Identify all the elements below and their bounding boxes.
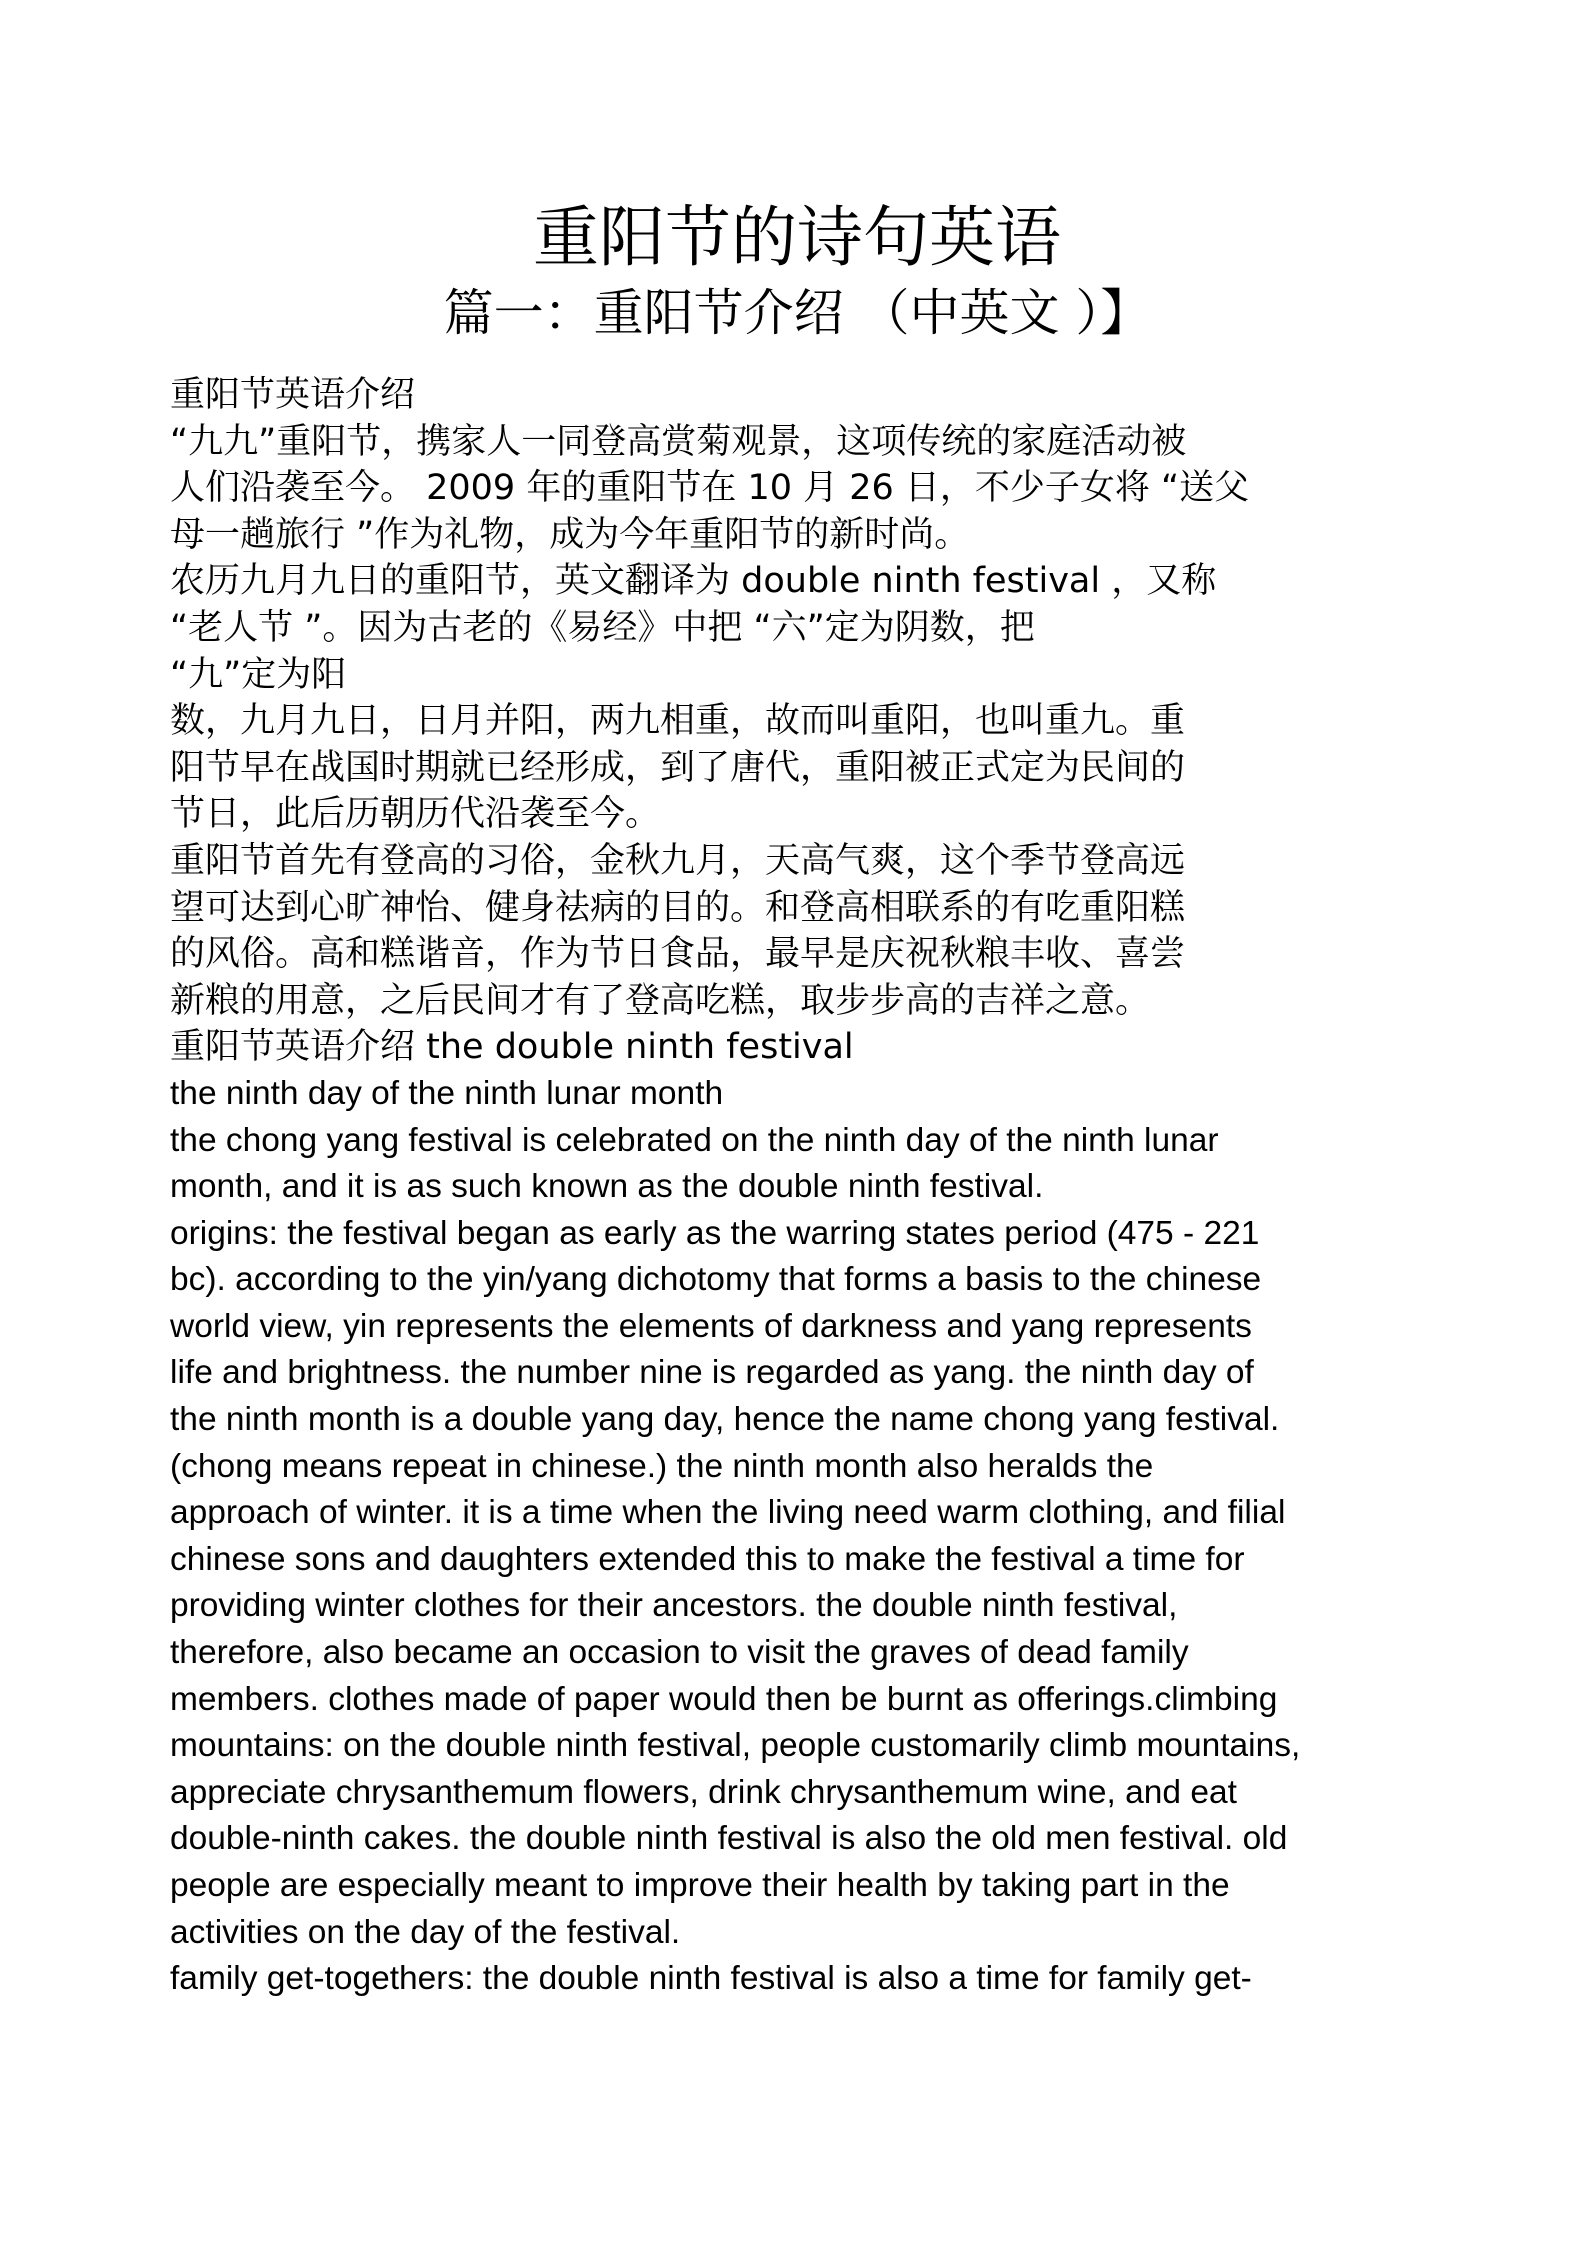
text-line: 农历九月九日的重阳节，英文翻译为 double ninth festival ，又称 xyxy=(170,561,1217,602)
text-line: bc). according to the yin/yang dichotomy that forms a basis to the chinese xyxy=(170,1261,1262,1299)
document-body xyxy=(170,372,1460,2003)
text-line: the chong yang festival is celebrated on the ninth day of the ninth lunar xyxy=(170,1121,1219,1159)
text-line: (chong means repeat in chinese.) the ninth month also heralds the xyxy=(170,1447,1154,1485)
text-line: mountains: on the double ninth festival, people customarily climb mountains, xyxy=(170,1727,1301,1765)
text-line: life and brightness. the number nine is regarded as yang. the ninth day of xyxy=(170,1354,1254,1392)
text-line: 节日，此后历朝历代沿袭至今。 xyxy=(170,794,661,835)
text-line: 数，九月九日，日月并阳，两九相重，故而叫重阳，也叫重九。重 xyxy=(170,701,1186,742)
text-line: 重阳节英语介绍 the double ninth festival xyxy=(170,1027,854,1068)
text-line: double-ninth cakes. the double ninth festival is also the old men festival. old xyxy=(170,1820,1288,1858)
text-line: origins: the festival began as early as the warring states period (475 - 221 xyxy=(170,1214,1260,1252)
text-line: month, and it is as such known as the double ninth festival. xyxy=(170,1168,1044,1206)
text-line: members. clothes made of paper would then be burnt as offerings.climbing xyxy=(170,1680,1278,1718)
text-line: family get-togethers: the double ninth festival is also a time for family get- xyxy=(170,1960,1252,1998)
text-line: 重阳节英语介绍 xyxy=(170,375,416,415)
text-line: “九九”重阳节，携家人一同登高赏菊观景，这项传统的家庭活动被 xyxy=(170,421,1187,462)
document-title: 重阳节的诗句英语 xyxy=(533,199,1061,276)
text-line: people are especially meant to improve their health by taking part in the xyxy=(170,1867,1230,1904)
text-line: the ninth month is a double yang day, hence the name chong yang festival. xyxy=(170,1401,1280,1439)
text-line: appreciate chrysanthemum flowers, drink chrysanthemum wine, and eat xyxy=(170,1773,1237,1811)
text-line: world view, yin represents the elements of darkness and yang represents xyxy=(170,1307,1252,1345)
text-line: 新粮的用意，之后民间才有了登高吃糕，取步步高的吉祥之意。 xyxy=(170,980,1151,1021)
text-line: activities on the day of the festival. xyxy=(170,1913,681,1951)
text-line: providing winter clothes for their ancestors. the double ninth festival, xyxy=(170,1587,1178,1625)
document-subtitle: 篇一：重阳节介绍 （中英文 ）】 xyxy=(443,284,1151,342)
text-line: “老人节 ”。因为古老的《易经》中把 “六”定为阴数，把 xyxy=(170,607,1035,648)
text-line: 母一趟旅行 ”作为礼物，成为今年重阳节的新时尚。 xyxy=(170,514,970,555)
text-line: 的风俗。高和糕谐音，作为节日食品，最早是庆祝秋粮丰收、喜尝 xyxy=(170,934,1186,975)
text-line: 重阳节首先有登高的习俗，金秋九月，天高气爽，这个季节登高远 xyxy=(170,840,1186,881)
text-line: 望可达到心旷神怡、健身祛病的目的。和登高相联系的有吃重阳糕 xyxy=(170,887,1186,928)
text-line: therefore, also became an occasion to visit the graves of dead family xyxy=(170,1634,1189,1672)
text-line: 人们沿袭至今。 2009 年的重阳节在 10 月 26 日，不少子女将 “送父 xyxy=(170,468,1250,509)
text-line: the ninth day of the ninth lunar month xyxy=(170,1074,724,1112)
text-line: 阳节早在战国时期就已经形成，到了唐代，重阳被正式定为民间的 xyxy=(170,747,1186,788)
text-line: chinese sons and daughters extended this to make the festival a time for xyxy=(170,1540,1245,1578)
text-line: “九”定为阳 xyxy=(170,654,347,695)
text-line: approach of winter. it is a time when the living need warm clothing, and filial xyxy=(170,1494,1286,1532)
